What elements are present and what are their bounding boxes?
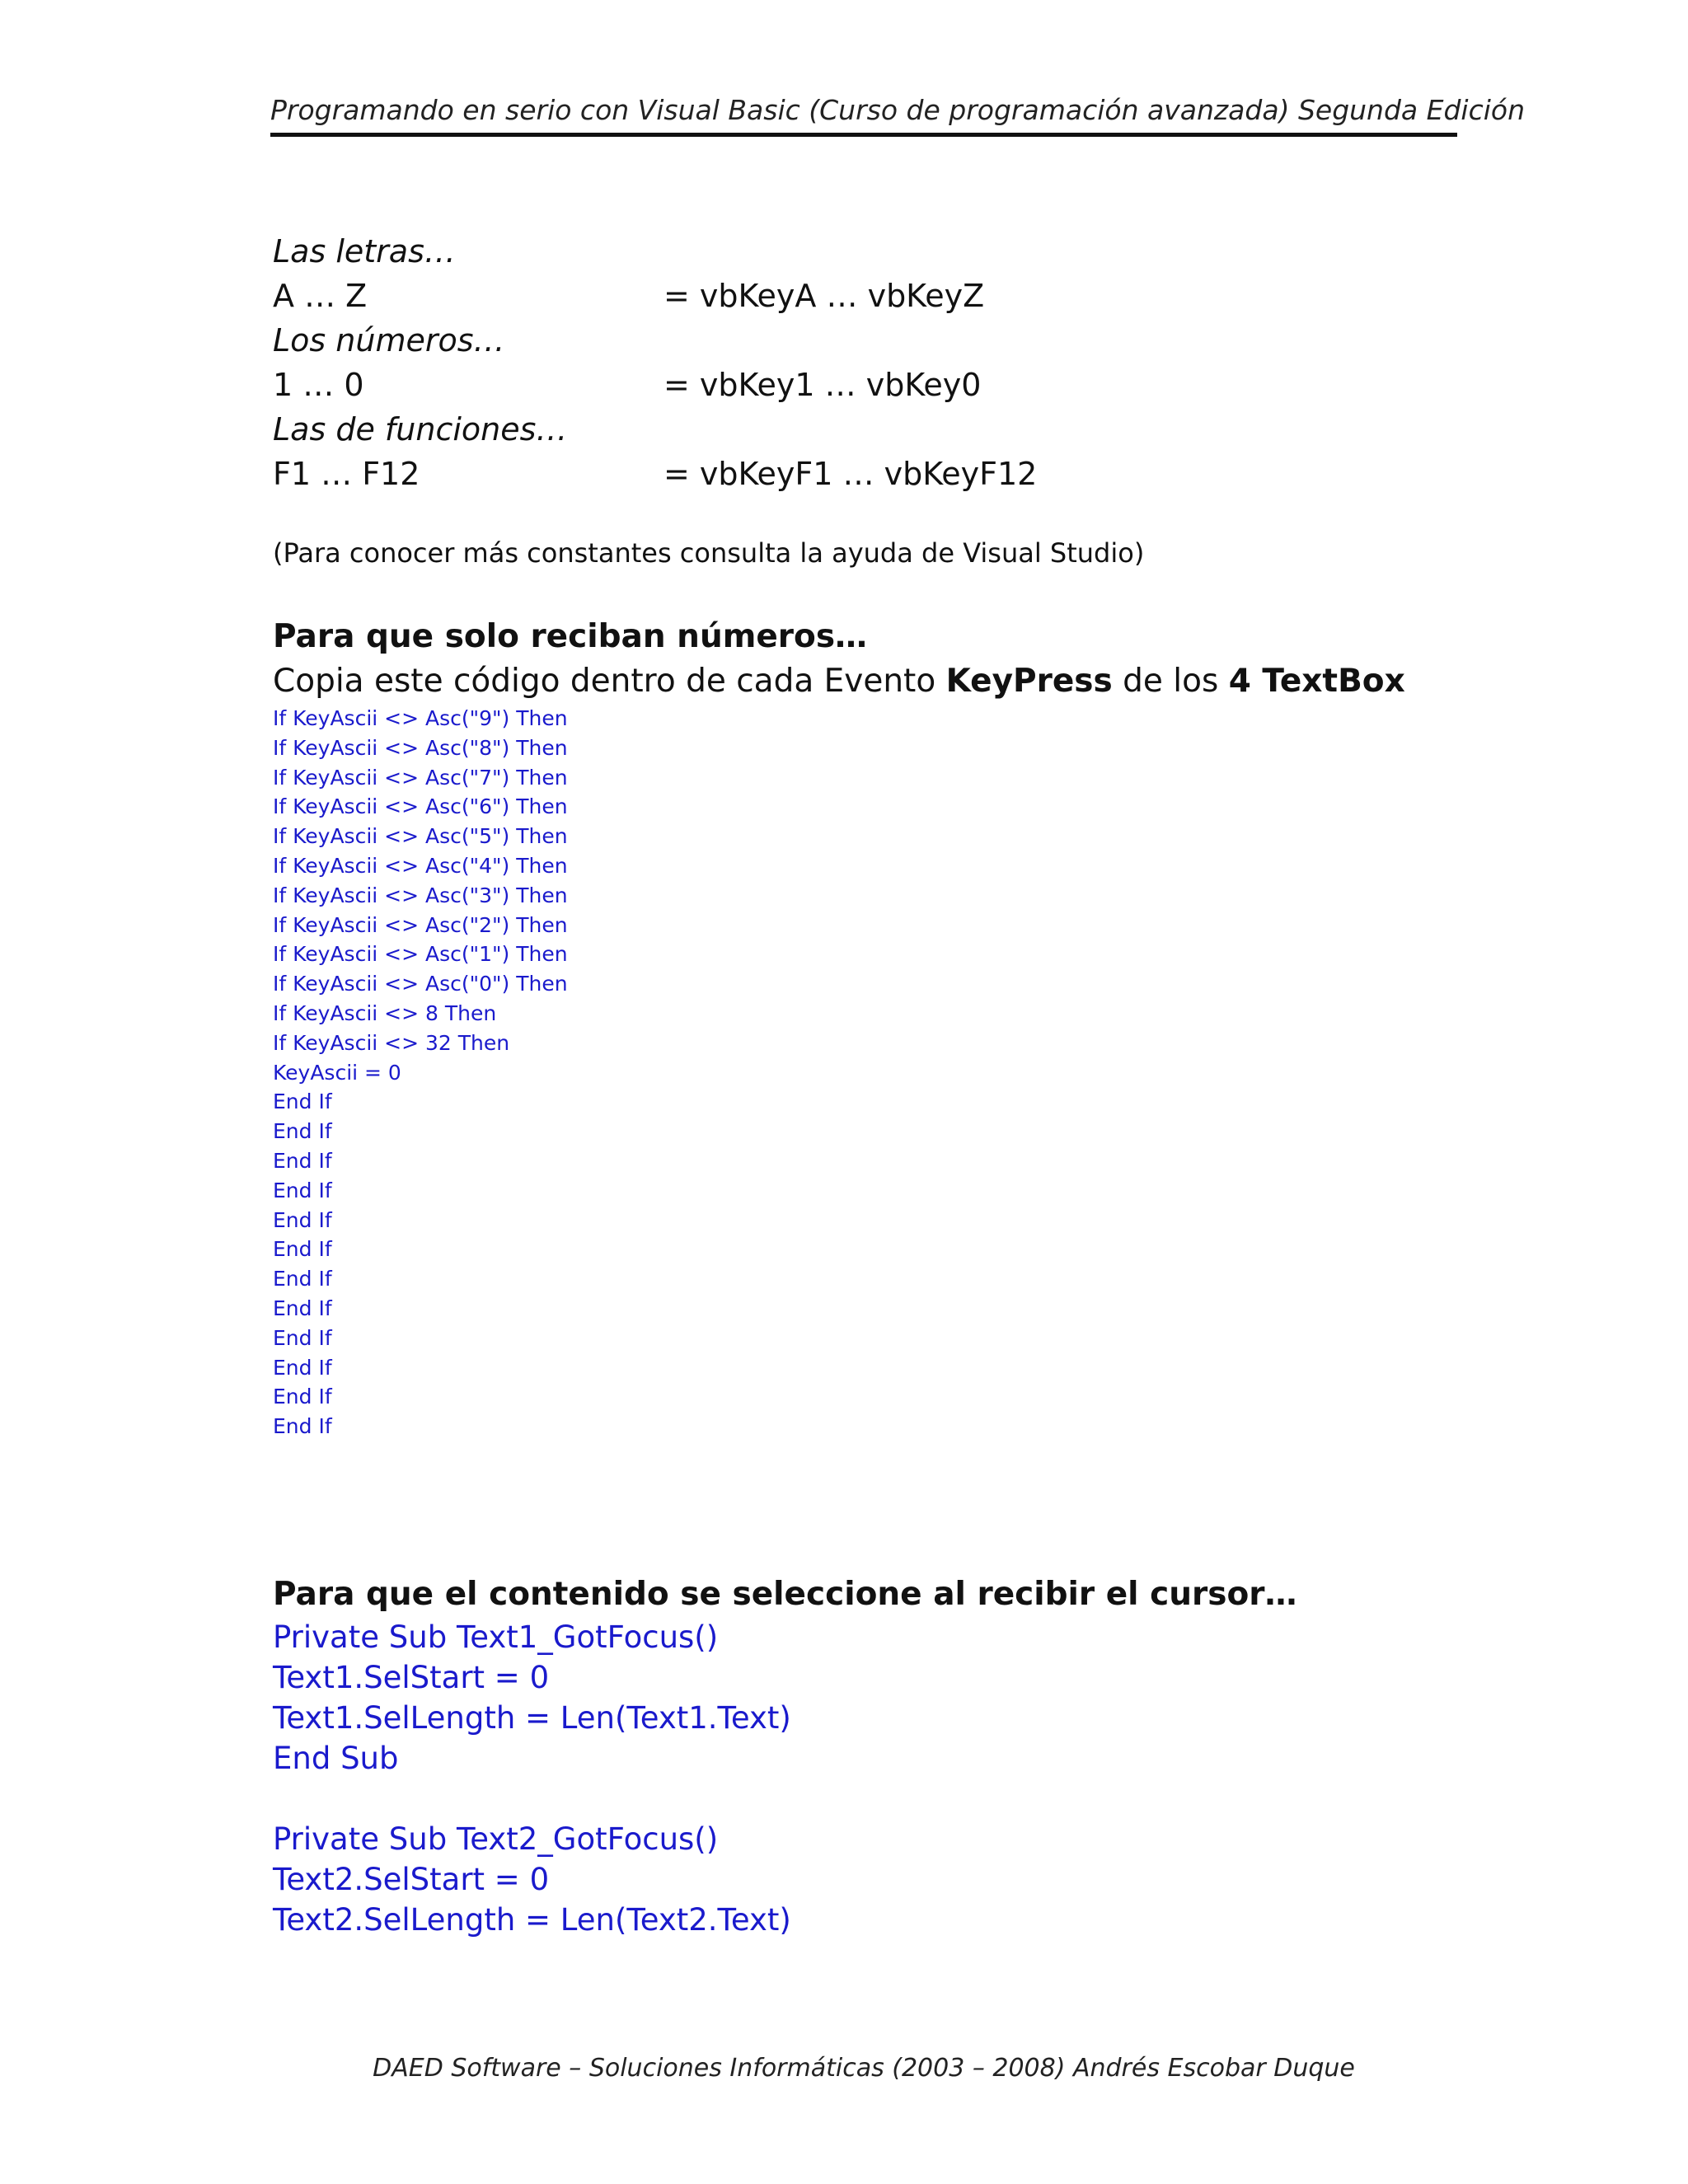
instruction-text: Copia este código dentro de cada Evento bbox=[273, 663, 946, 700]
key-row bbox=[273, 363, 1451, 407]
code-line: End If bbox=[273, 1296, 332, 1320]
instruction bbox=[273, 659, 1451, 704]
code-line: Private Sub Text1_GotFocus() bbox=[273, 1619, 719, 1655]
instruction-text: de los bbox=[1112, 663, 1229, 700]
keypress-code-block bbox=[273, 704, 1451, 1441]
instruction-event-name: KeyPress bbox=[945, 663, 1113, 700]
section-title: Para que solo reciban números… bbox=[273, 618, 868, 655]
gotfocus-code-block-1 bbox=[273, 1617, 1451, 1779]
key-group-heading: Las letras… bbox=[273, 233, 456, 269]
section-title: Para que el contenido se seleccione al recibir el cursor… bbox=[273, 1575, 1297, 1613]
code-line: If KeyAscii <> Asc("3") Then bbox=[273, 883, 568, 907]
key-group-heading: Las de funciones… bbox=[273, 411, 568, 448]
key-group-heading: Los números… bbox=[273, 322, 505, 359]
code-line: If KeyAscii <> Asc("6") Then bbox=[273, 794, 568, 819]
code-line: Text2.SelStart = 0 bbox=[273, 1861, 550, 1897]
code-line: If KeyAscii <> 32 Then bbox=[273, 1030, 510, 1055]
code-line: If KeyAscii <> Asc("9") Then bbox=[273, 706, 568, 730]
help-note: (Para conocer más constantes consulta la ayuda de Visual Studio) bbox=[273, 537, 1145, 569]
code-line: If KeyAscii <> Asc("0") Then bbox=[273, 972, 568, 996]
numbers-section bbox=[273, 615, 1451, 1441]
key-range: 1 … 0 bbox=[273, 367, 364, 403]
code-line: End If bbox=[273, 1385, 332, 1409]
key-constants-list bbox=[273, 229, 1451, 496]
page-content bbox=[273, 229, 1451, 1940]
key-row bbox=[273, 452, 1451, 496]
code-line: End If bbox=[273, 1148, 332, 1173]
code-line: End If bbox=[273, 1090, 332, 1114]
key-constant-range: = vbKeyF1 … vbKeyF12 bbox=[663, 456, 1038, 492]
instruction-control-count: 4 TextBox bbox=[1228, 663, 1405, 700]
code-line: If KeyAscii <> Asc("1") Then bbox=[273, 942, 568, 967]
key-constant-range: = vbKeyA … vbKeyZ bbox=[663, 278, 985, 314]
header-rule bbox=[270, 133, 1457, 137]
code-line: If KeyAscii <> Asc("4") Then bbox=[273, 853, 568, 878]
code-line: End Sub bbox=[273, 1740, 399, 1776]
page-header: Programando en serio con Visual Basic (Curso de programación avanzada) Segunda Edición bbox=[270, 94, 1526, 126]
gotfocus-code-block-2 bbox=[273, 1819, 1451, 1940]
code-line: End If bbox=[273, 1207, 332, 1232]
key-row bbox=[273, 274, 1451, 318]
code-line: End If bbox=[273, 1178, 332, 1202]
code-line: End If bbox=[273, 1414, 332, 1439]
code-line: End If bbox=[273, 1325, 332, 1350]
code-line: If KeyAscii <> Asc("7") Then bbox=[273, 765, 568, 790]
code-line: If KeyAscii <> Asc("2") Then bbox=[273, 912, 568, 937]
focus-section bbox=[273, 1572, 1451, 1940]
code-line: End If bbox=[273, 1267, 332, 1291]
page-footer: DAED Software – Soluciones Informáticas (2003 – 2008) Andrés Escobar Duque bbox=[373, 2054, 1355, 2083]
code-line: End If bbox=[273, 1237, 332, 1262]
code-line: Private Sub Text2_GotFocus() bbox=[273, 1821, 719, 1857]
code-line: Text1.SelLength = Len(Text1.Text) bbox=[273, 1699, 791, 1736]
code-line: If KeyAscii <> Asc("5") Then bbox=[273, 824, 568, 849]
code-line: Text1.SelStart = 0 bbox=[273, 1659, 550, 1695]
code-line: End If bbox=[273, 1355, 332, 1380]
code-line: If KeyAscii <> 8 Then bbox=[273, 1001, 497, 1025]
code-line: KeyAscii = 0 bbox=[273, 1060, 401, 1085]
key-constant-range: = vbKey1 … vbKey0 bbox=[663, 367, 982, 403]
key-range: A … Z bbox=[273, 278, 368, 314]
code-line: End If bbox=[273, 1119, 332, 1144]
code-line: If KeyAscii <> Asc("8") Then bbox=[273, 735, 568, 760]
key-range: F1 … F12 bbox=[273, 456, 420, 492]
code-line: Text2.SelLength = Len(Text2.Text) bbox=[273, 1901, 791, 1938]
